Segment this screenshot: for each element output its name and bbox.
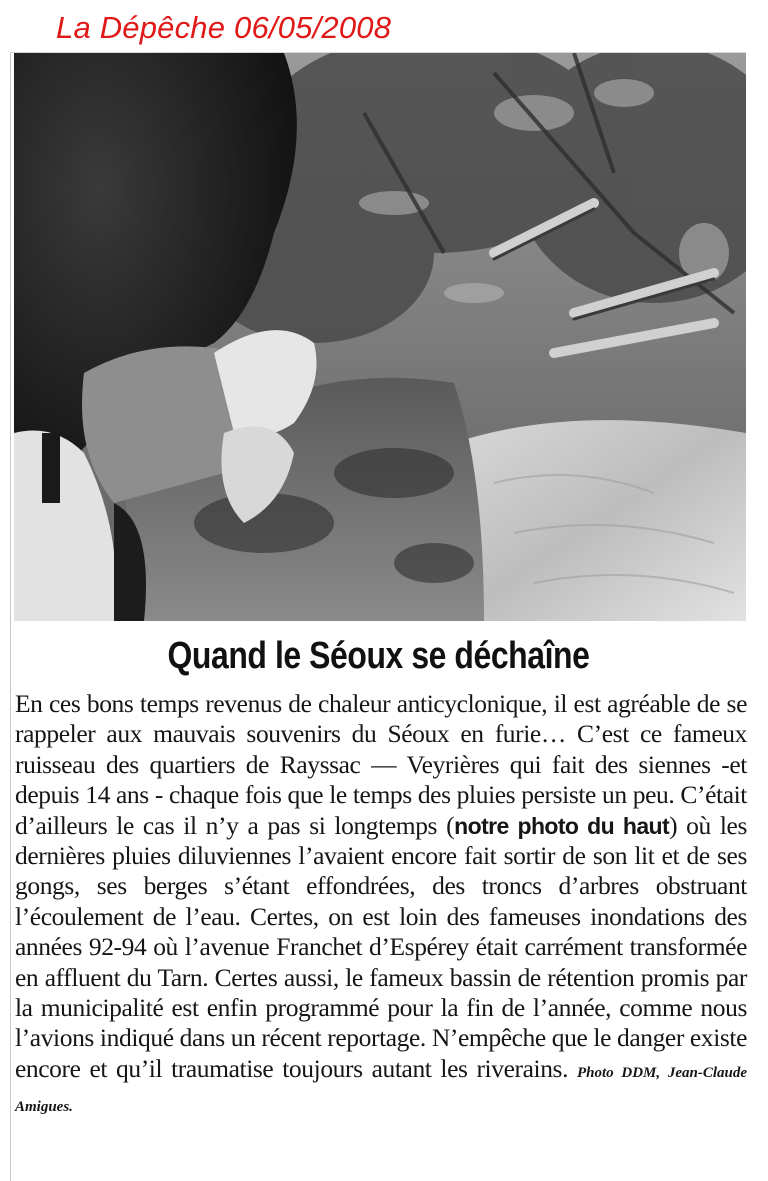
article-photo — [14, 53, 746, 621]
newspaper-clipping — [10, 52, 746, 1181]
riverbank-photograph — [14, 53, 746, 621]
article-body-text-part1: En ces bons temps revenus de chaleur anticyclonique, il est agréable de se rappeler aux mauvais souvenirs du Séoux en furie… C’est ce fameux ruisseau des quartiers de Rayssac — Veyrières qui fait des siennes -et depuis 14 ans - chaque fois que le temps des pluies persiste un peu. C’était d’ailleurs le cas il n’y a pas si longtemps ( — [15, 689, 747, 840]
article-headline: Quand le Séoux se déchaîne — [167, 635, 590, 677]
photo-reference: notre photo du haut — [454, 812, 670, 839]
article-body-text-part2: ) où les dernières pluies diluviennes l’avaient encore fait sortir de son lit et de ses gongs, ses berges s’étant effondrées, des troncs d’arbres obstruant l’écoulement de l’eau. Certes, on est loin des fameuses inondations des années 92-94 où l’avenue Franchet d’Espérey était carrément transformée en affluent du Tarn. Certes aussi, le fameux bassin de rétention promis par la municipalité est enfin programmé pour la fin de l’année, comme nous l’avions indiqué dans un récent reportage. N’empêche que le danger existe encore et qu’il traumatise toujours autant les riverains. — [15, 810, 747, 1083]
article-body — [15, 689, 747, 1123]
photo-credit: Photo DDM, Jean-Claude Amigues. — [15, 1064, 748, 1116]
newspaper-source-date: La Dépêche 06/05/2008 — [56, 10, 392, 45]
